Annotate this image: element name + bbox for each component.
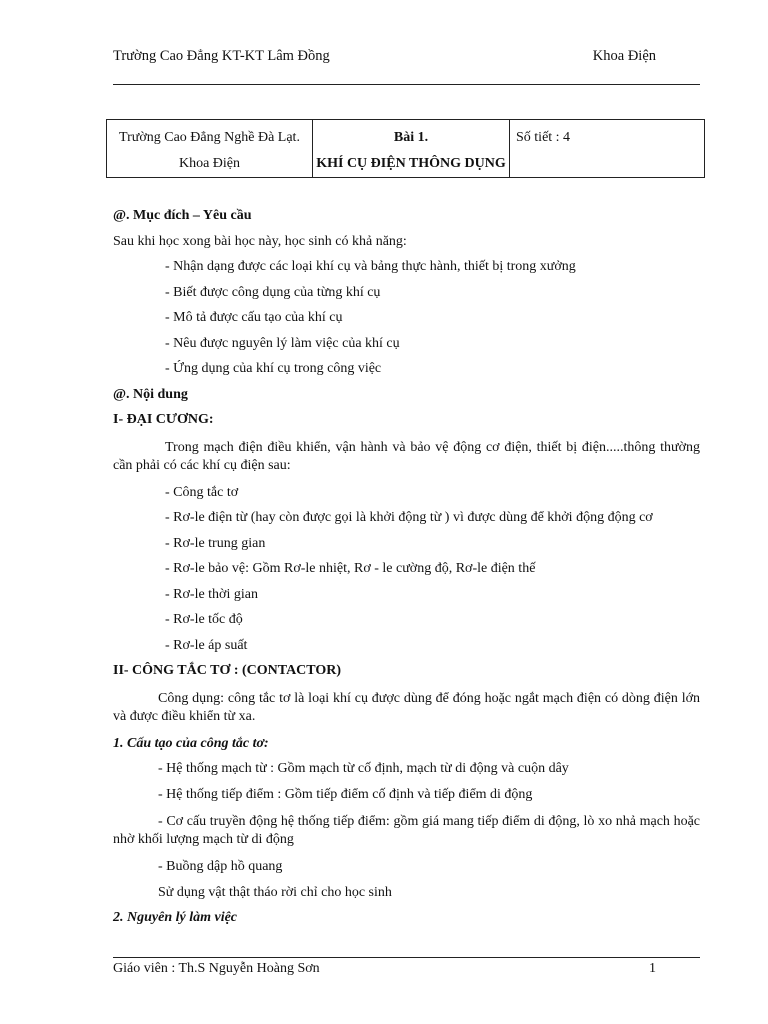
paragraph: - Cơ cấu truyền động hệ thống tiếp điểm: gồm giá mang tiếp điểm di động, lò xo nhả mạch hoặc nhờ khối lượng mạch từ di động bbox=[113, 814, 700, 847]
list-item: - Hệ thống tiếp điểm : Gồm tiếp điểm cố định và tiếp điểm di động bbox=[158, 786, 533, 802]
list-item: Sử dụng vật thật tháo rời chỉ cho học sinh bbox=[158, 884, 392, 900]
subsection-title: 2. Nguyên lý làm việc bbox=[113, 910, 238, 925]
lesson-info-table bbox=[106, 119, 705, 178]
page-header bbox=[113, 46, 700, 85]
school-cell bbox=[107, 120, 313, 178]
list-item: - Rơ-le tốc độ bbox=[165, 612, 243, 627]
list-item: - Biết được công dụng của từng khí cụ bbox=[165, 284, 381, 300]
header-department: Khoa Điện bbox=[592, 48, 656, 64]
document-body bbox=[113, 203, 700, 931]
list-item: - Nhận dạng được các loại khí cụ và bảng thực hành, thiết bị trong xưởng bbox=[165, 259, 576, 274]
school-department: Khoa Điện bbox=[178, 156, 241, 171]
list-item: - Buồng dập hồ quang bbox=[158, 859, 283, 874]
list-item: - Rơ-le thời gian bbox=[165, 586, 258, 602]
objectives-intro: Sau khi học xong bài học này, học sinh có khả năng: bbox=[113, 233, 407, 249]
section-title: I- ĐẠI CƯƠNG: bbox=[113, 412, 214, 427]
list-item: - Rơ-le điện từ (hay còn được gọi là khởi động từ ) vì được dùng để khởi động động cơ bbox=[165, 510, 653, 525]
subsection-title: 1. Cấu tạo của công tắc tơ: bbox=[113, 735, 269, 751]
footer-teacher: Giáo viên : Th.S Nguyễn Hoàng Sơn bbox=[113, 961, 320, 976]
paragraph: Trong mạch điện điều khiển, vận hành và bảo vệ động cơ điện, thiết bị điện.....thông thường cần phải có các khí cụ điện sau: bbox=[113, 439, 700, 473]
list-item: - Nêu được nguyên lý làm việc của khí cụ bbox=[165, 335, 400, 351]
list-item: - Hệ thống mạch từ : Gồm mạch từ cố định, mạch từ di động và cuộn dây bbox=[158, 761, 569, 776]
lesson-title: KHÍ CỤ ĐIỆN THÔNG DỤNG bbox=[316, 156, 506, 171]
periods-cell bbox=[510, 120, 705, 178]
page-footer bbox=[113, 957, 700, 982]
section-title: II- CÔNG TẮC TƠ : (CONTACTOR) bbox=[113, 663, 342, 678]
page-number: 1 bbox=[649, 961, 656, 976]
content-heading: @. Nội dung bbox=[113, 386, 188, 402]
objectives-heading: @. Mục đích – Yêu cầu bbox=[113, 208, 252, 223]
school-name: Trường Cao Đẳng Nghề Đà Lạt. bbox=[119, 130, 300, 145]
list-item: - Rơ-le áp suất bbox=[165, 637, 248, 653]
lesson-number: Bài 1. bbox=[393, 130, 429, 145]
list-item: - Mô tả được cấu tạo của khí cụ bbox=[165, 310, 343, 325]
lesson-cell bbox=[313, 120, 510, 178]
paragraph: Công dụng: công tắc tơ là loại khí cụ được dùng để đóng hoặc ngắt mạch điện có dòng điện lớn và được điều khiển từ xa. bbox=[113, 690, 700, 724]
list-item: - Công tắc tơ bbox=[165, 484, 239, 500]
list-item: - Ứng dụng của khí cụ trong công việc bbox=[165, 361, 382, 376]
lesson-periods: Số tiết : 4 bbox=[516, 130, 571, 145]
list-item: - Rơ-le bảo vệ: Gồm Rơ-le nhiệt, Rơ - le cường độ, Rơ-le điện thế bbox=[165, 561, 536, 576]
list-item: - Rơ-le trung gian bbox=[165, 535, 266, 551]
header-school: Trường Cao Đẳng KT-KT Lâm Đồng bbox=[113, 48, 330, 64]
